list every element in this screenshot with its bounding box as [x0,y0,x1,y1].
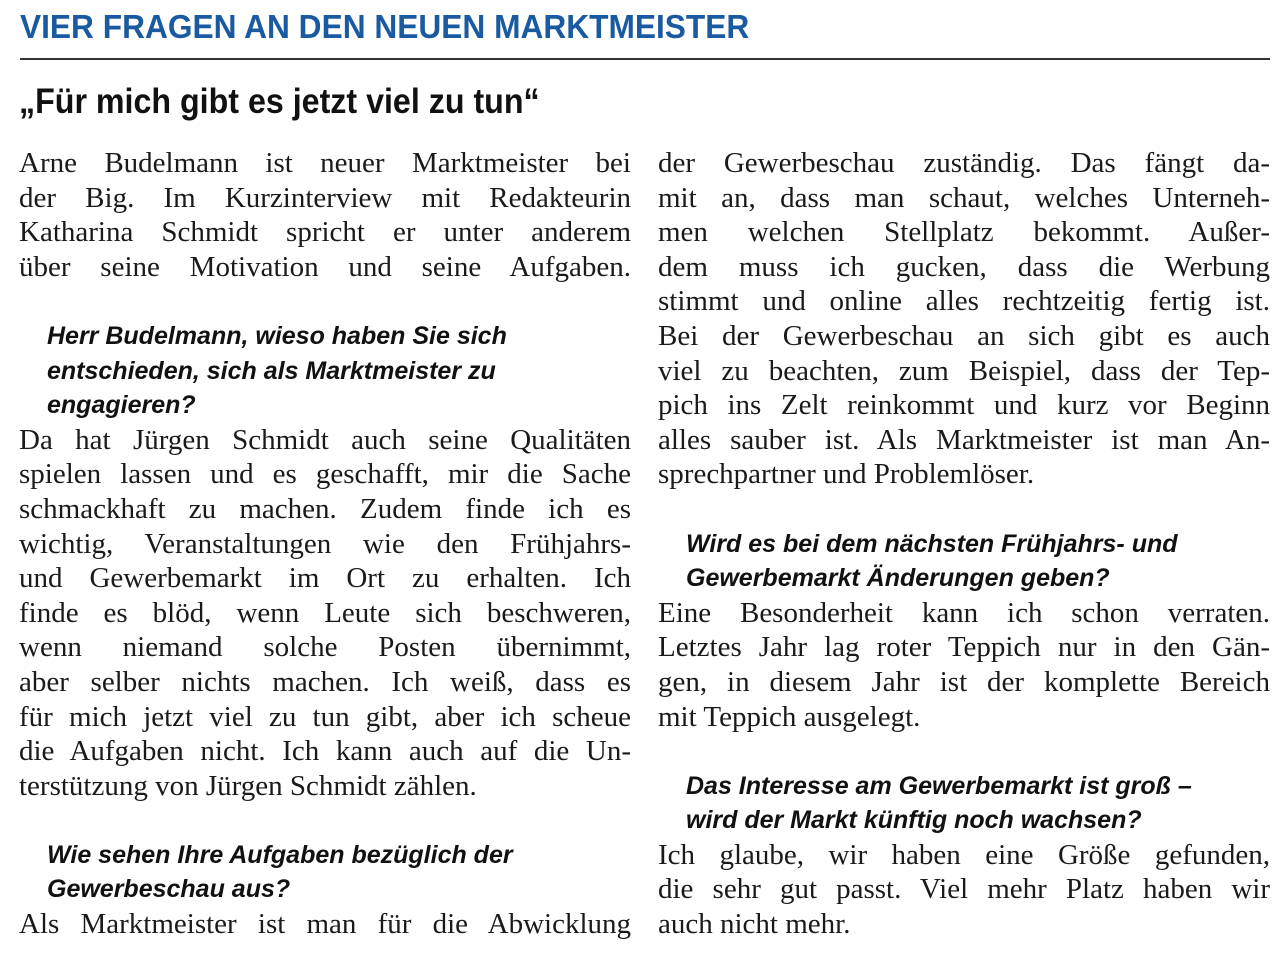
intro-paragraph [19,146,631,284]
question-line: Gewerbemarkt Änderungen geben? [686,564,1110,593]
question-line: engagieren? [47,391,196,420]
question-2 [19,838,631,907]
article-headline: „Für mich gibt es jetzt viel zu tun“ [19,82,540,121]
answer-line: pich ins Zelt reinkommt und kurz vor Beginn [658,389,1270,422]
answer-line: Ich glaube, wir haben eine Größe gefunden, [658,838,1270,871]
article-column-left [19,146,631,942]
question-line: Wird es bei dem nächsten Frühjahrs- und [686,529,1178,558]
paragraph-gap [19,284,631,319]
answer-line: alles sauber ist. Als Marktmeister ist man An- [658,423,1270,456]
article-kicker: VIER FRAGEN AN DEN NEUEN MARKTMEISTER [20,8,750,45]
article-column-right [658,146,1270,942]
answer-line: aber selber nichts machen. Ich weiß, dass es [19,665,631,698]
intro-line: über seine Motivation und seine Aufgaben. [19,250,631,283]
answer-line: und Gewerbemarkt im Ort zu erhalten. Ich [19,562,631,595]
question-line: Wie sehen Ihre Aufgaben bezüglich der [47,840,513,869]
answer-line: terstützung von Jürgen Schmidt zählen. [19,769,477,802]
answer-line: die Aufgaben nicht. Ich kann auch auf die Un- [19,735,631,768]
intro-line: der Big. Im Kurzinterview mit Redakteurin [19,181,631,214]
answer-line: mit an, dass man schaut, welches Unterneh- [658,181,1270,214]
answer-line: Bei der Gewerbeschau an sich gibt es auch [658,319,1270,352]
question-line: wird der Markt künftig noch wachsen? [686,806,1142,835]
answer-line: auch nicht mehr. [658,908,851,941]
paragraph-gap [658,734,1270,769]
question-line: Gewerbeschau aus? [47,875,291,904]
question-1 [19,319,631,423]
answer-line: mit Teppich ausgelegt. [658,700,921,733]
answer-line: schmackhaft zu machen. Zudem finde ich es [19,492,631,525]
answer-line: Letztes Jahr lag roter Teppich nur in den Gän- [658,631,1270,664]
intro-line: Arne Budelmann ist neuer Marktmeister bei [19,147,631,179]
answer-2-start [19,907,631,942]
answer-line: sprechpartner und Problemlöser. [658,458,1035,491]
answer-line: spielen lassen und es geschafft, mir die Sache [19,458,631,491]
paragraph-gap [19,803,631,838]
answer-4 [658,838,1270,942]
question-3 [658,527,1270,596]
answer-line: viel zu beachten, zum Beispiel, dass der Tep- [658,354,1270,387]
answer-line: wenn niemand solche Posten übernimmt, [19,631,631,664]
question-4 [658,769,1270,838]
answer-line: Als Marktmeister ist man für die Abwicklung [19,908,631,941]
answer-line: finde es blöd, wenn Leute sich beschweren, [19,596,631,629]
answer-line: die sehr gut passt. Viel mehr Platz haben wir [658,873,1270,906]
answer-line: dem muss ich gucken, dass die Werbung [658,250,1270,283]
answer-1 [19,423,631,804]
answer-line: der Gewerbeschau zuständig. Das fängt da- [658,147,1270,179]
question-line: Das Interesse am Gewerbemarkt ist groß – [686,771,1192,800]
paragraph-gap [658,492,1270,527]
answer-line: gen, in diesem Jahr ist der komplette Bereich [658,665,1270,698]
answer-3 [658,596,1270,734]
kicker-divider [20,58,1270,60]
answer-line: Da hat Jürgen Schmidt auch seine Qualitäten [19,423,631,456]
answer-line: stimmt und online alles rechtzeitig fertig ist. [658,285,1270,318]
question-line: Herr Budelmann, wieso haben Sie sich [47,321,507,350]
answer-2-continued [658,146,1270,492]
answer-line: wichtig, Veranstaltungen wie den Frühjahrs- [19,527,631,560]
intro-line: Katharina Schmidt spricht er unter anderem [19,216,631,249]
question-line: entschieden, sich als Marktmeister zu [47,356,496,385]
answer-line: für mich jetzt viel zu tun gibt, aber ich scheue [19,700,631,733]
answer-line: men welchen Stellplatz bekommt. Außer- [658,216,1270,249]
answer-line: Eine Besonderheit kann ich schon verraten. [658,596,1270,629]
